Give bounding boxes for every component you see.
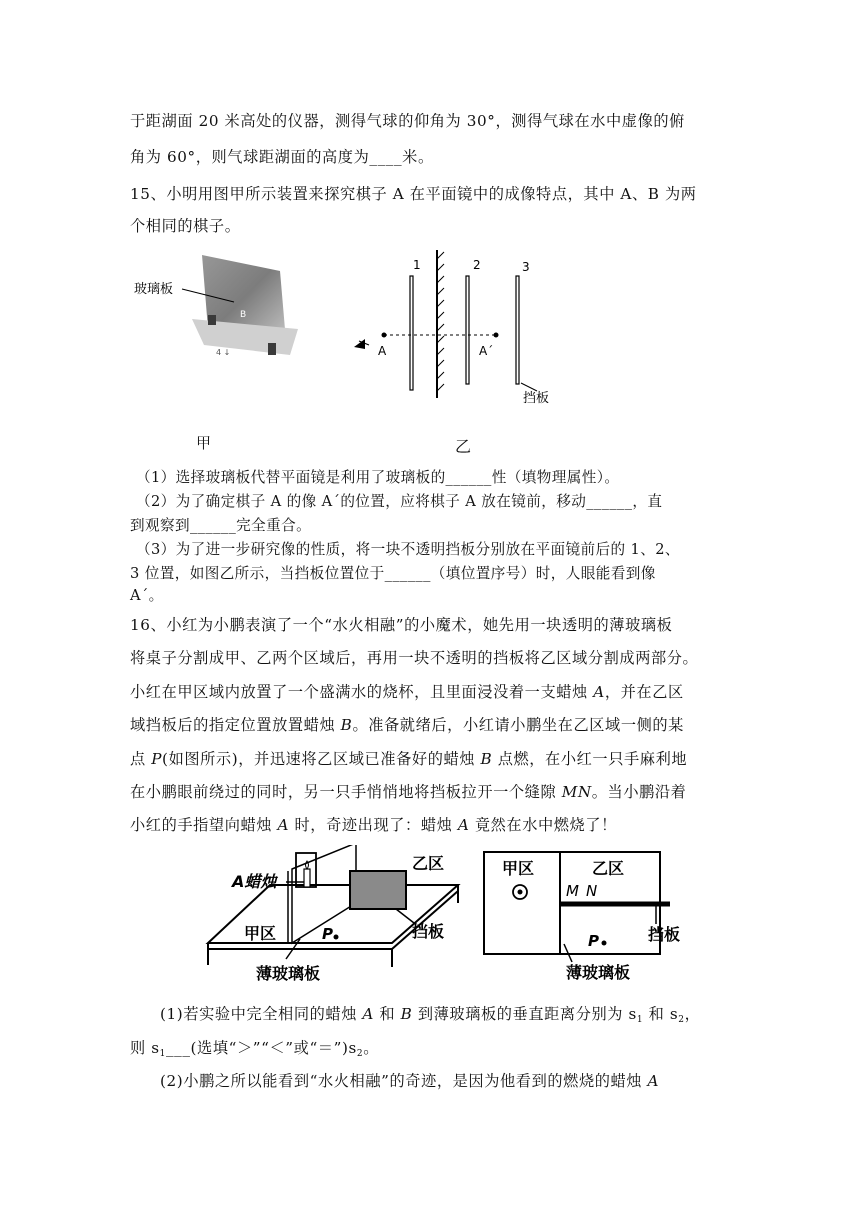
point-p-dot xyxy=(602,941,607,946)
italic-var: B xyxy=(480,750,493,768)
glass-label: 薄玻璃板 xyxy=(256,964,321,983)
zone-jia-label: 甲区 xyxy=(244,924,277,943)
text-run: 点燃，在小红一只手麻利地 xyxy=(492,750,688,768)
figure-jia-caption: 甲 xyxy=(196,434,212,452)
italic-var: A xyxy=(457,816,470,834)
text-run: 到薄玻璃板的垂直距离分别为 s xyxy=(412,1005,637,1023)
opaque-board xyxy=(350,871,406,909)
q16-stem-line-2: 将桌子分割成甲、乙两个区域后，再用一块不透明的挡板将乙区域分割成两部分。 xyxy=(130,649,699,667)
figure-yi xyxy=(345,245,585,445)
position-3-board xyxy=(516,276,519,384)
piece-b-label: B xyxy=(240,310,247,320)
q16-stem-line-1: 16、小红为小鹏表演了一个“水火相融”的小魔术，她先用一块透明的薄玻璃板 xyxy=(130,616,673,634)
figure-yi-caption: 乙 xyxy=(455,437,472,456)
glass-label: 薄玻璃板 xyxy=(566,963,631,982)
italic-var: MN xyxy=(561,783,592,801)
zone-yi-label: 乙区 xyxy=(412,854,445,873)
italic-var: B xyxy=(400,1005,413,1023)
text-run: 在小鹏眼前绕过的同时，另一只手悄悄地将挡板拉开一个缝隙 xyxy=(130,783,562,801)
italic-var: A xyxy=(593,683,605,701)
text-run: 。当小鹏沿着 xyxy=(591,783,687,801)
text-run: (如图所示)，并迅速将乙区域已准备好的蜡烛 xyxy=(162,750,481,768)
q15-sub-1: （1）选择玻璃板代替平面镜是利用了玻璃板的______性（填物理属性）。 xyxy=(136,469,620,486)
italic-var: B xyxy=(340,716,353,734)
q14-line-2: 角为 60°，则气球距湖面的高度为____米。 xyxy=(130,148,434,166)
point-p-label: P xyxy=(588,932,599,950)
italic-var: A xyxy=(647,1072,660,1090)
q16-stem-line-5 xyxy=(130,748,687,769)
image-a-label: A´ xyxy=(479,344,494,358)
q16-sub-2-line-1 xyxy=(160,1070,659,1091)
text-run: 和 xyxy=(373,1005,401,1023)
figure-magic-perspective xyxy=(200,845,470,985)
q16-sub-1-line-2 xyxy=(130,1037,379,1059)
q16-stem-line-4 xyxy=(130,714,684,735)
italic-var: A xyxy=(277,816,290,834)
position-2-board xyxy=(466,276,469,384)
point-p-dot xyxy=(334,935,339,940)
candle-a-label: A蜡烛 xyxy=(232,872,277,891)
piece-a-label: A xyxy=(378,344,387,358)
position-2-label: 2 xyxy=(473,258,481,272)
q16-stem-line-3 xyxy=(130,681,684,702)
figure-magic-top-view xyxy=(480,848,700,988)
text-run: 小红在甲区域内放置了一个盛满水的烧杯，且里面浸没着一支蜡烛 xyxy=(130,683,594,701)
board-pointer xyxy=(396,909,414,923)
text-run: 。 xyxy=(363,1039,379,1057)
text-run: ， xyxy=(684,1005,701,1023)
text-run: 域挡板后的指定位置放置蜡烛 xyxy=(130,716,341,734)
italic-var: A xyxy=(362,1005,374,1023)
q15-stem-line-2: 个相同的棋子。 xyxy=(130,217,241,235)
candle-a-icon xyxy=(304,869,310,887)
q15-sub-3-line-3: A´。 xyxy=(130,587,164,604)
text-run: ___(选填“＞”“＜”或“＝”)s xyxy=(165,1039,357,1057)
position-1-board xyxy=(410,276,413,390)
q15-sub-2-line-2: 到观察到______完全重合。 xyxy=(130,517,312,534)
q14-line-1: 于距湖面 20 米高处的仪器，测得气球的仰角为 30°，测得气球在水中虚像的俯 xyxy=(130,112,685,130)
text-run: 点 xyxy=(130,750,152,768)
point-p-label: P xyxy=(322,925,333,943)
q16-stem-line-6 xyxy=(130,781,686,802)
gap-m-label: M xyxy=(566,882,579,900)
q15-stem-line-1: 15、小明用图甲所示装置来探究棋子 A 在平面镜中的成像特点，其中 A、B 为两 xyxy=(130,185,697,203)
position-1-label: 1 xyxy=(413,258,421,272)
subscript: 1 xyxy=(636,1015,644,1025)
candle-top-dot xyxy=(518,890,523,895)
board-label: 挡板 xyxy=(648,925,681,944)
text-run: 。准备就绪后，小红请小鹏坐在乙区域一侧的某 xyxy=(352,716,684,734)
piece-a-dot xyxy=(382,333,387,338)
text-run: (1)若实验中完全相同的蜡烛 xyxy=(160,1005,363,1023)
subscript: 1 xyxy=(159,1049,166,1059)
q16-stem-line-7 xyxy=(130,814,617,835)
subscript: 2 xyxy=(356,1049,364,1059)
text-run: 小红的手指望向蜡烛 xyxy=(130,816,278,834)
board-pointer-line xyxy=(521,383,537,391)
chess-piece-a-icon xyxy=(208,315,216,325)
zone-yi-label: 乙区 xyxy=(592,859,625,878)
italic-var: P xyxy=(151,750,163,768)
mirror-hatching xyxy=(437,252,444,391)
text-run: 则 s xyxy=(130,1039,160,1057)
board-label: 挡板 xyxy=(412,922,445,941)
q15-sub-2-line-1: （2）为了确定棋子 A 的像 A´的位置，应将棋子 A 放在镜前，移动______，直 xyxy=(136,493,663,510)
board-label: 挡板 xyxy=(523,391,550,406)
chess-piece-b-icon xyxy=(268,343,276,355)
text-run: 竟然在水中燃烧了！ xyxy=(469,816,617,834)
text-run: 和 s xyxy=(643,1005,679,1023)
position-3-label: 3 xyxy=(522,260,530,274)
subscript: 2 xyxy=(678,1015,685,1025)
q16-sub-1-line-1 xyxy=(160,1003,700,1025)
q15-sub-3-line-2: 3 位置，如图乙所示，当挡板位置位于______（填位置序号）时，人眼能看到像 xyxy=(130,565,656,582)
text-run: ，并在乙区 xyxy=(604,683,684,701)
text-run: 时，奇迹出现了：蜡烛 xyxy=(289,816,458,834)
figure-jia xyxy=(130,245,310,375)
pieces-small-marks: 4 ↓ xyxy=(216,348,231,357)
eye-icon xyxy=(354,339,369,349)
gap-n-label: N xyxy=(586,882,598,900)
q15-sub-3-line-1: （3）为了进一步研究像的性质，将一块不透明挡板分别放在平面镜前后的 1、2、 xyxy=(136,541,680,558)
zone-jia-label: 甲区 xyxy=(502,859,535,878)
glass-plate-label: 玻璃板 xyxy=(134,282,174,297)
text-run: (2)小鹏之所以能看到“水火相融”的奇迹，是因为他看到的燃烧的蜡烛 xyxy=(160,1072,648,1090)
image-a-dot xyxy=(494,333,499,338)
